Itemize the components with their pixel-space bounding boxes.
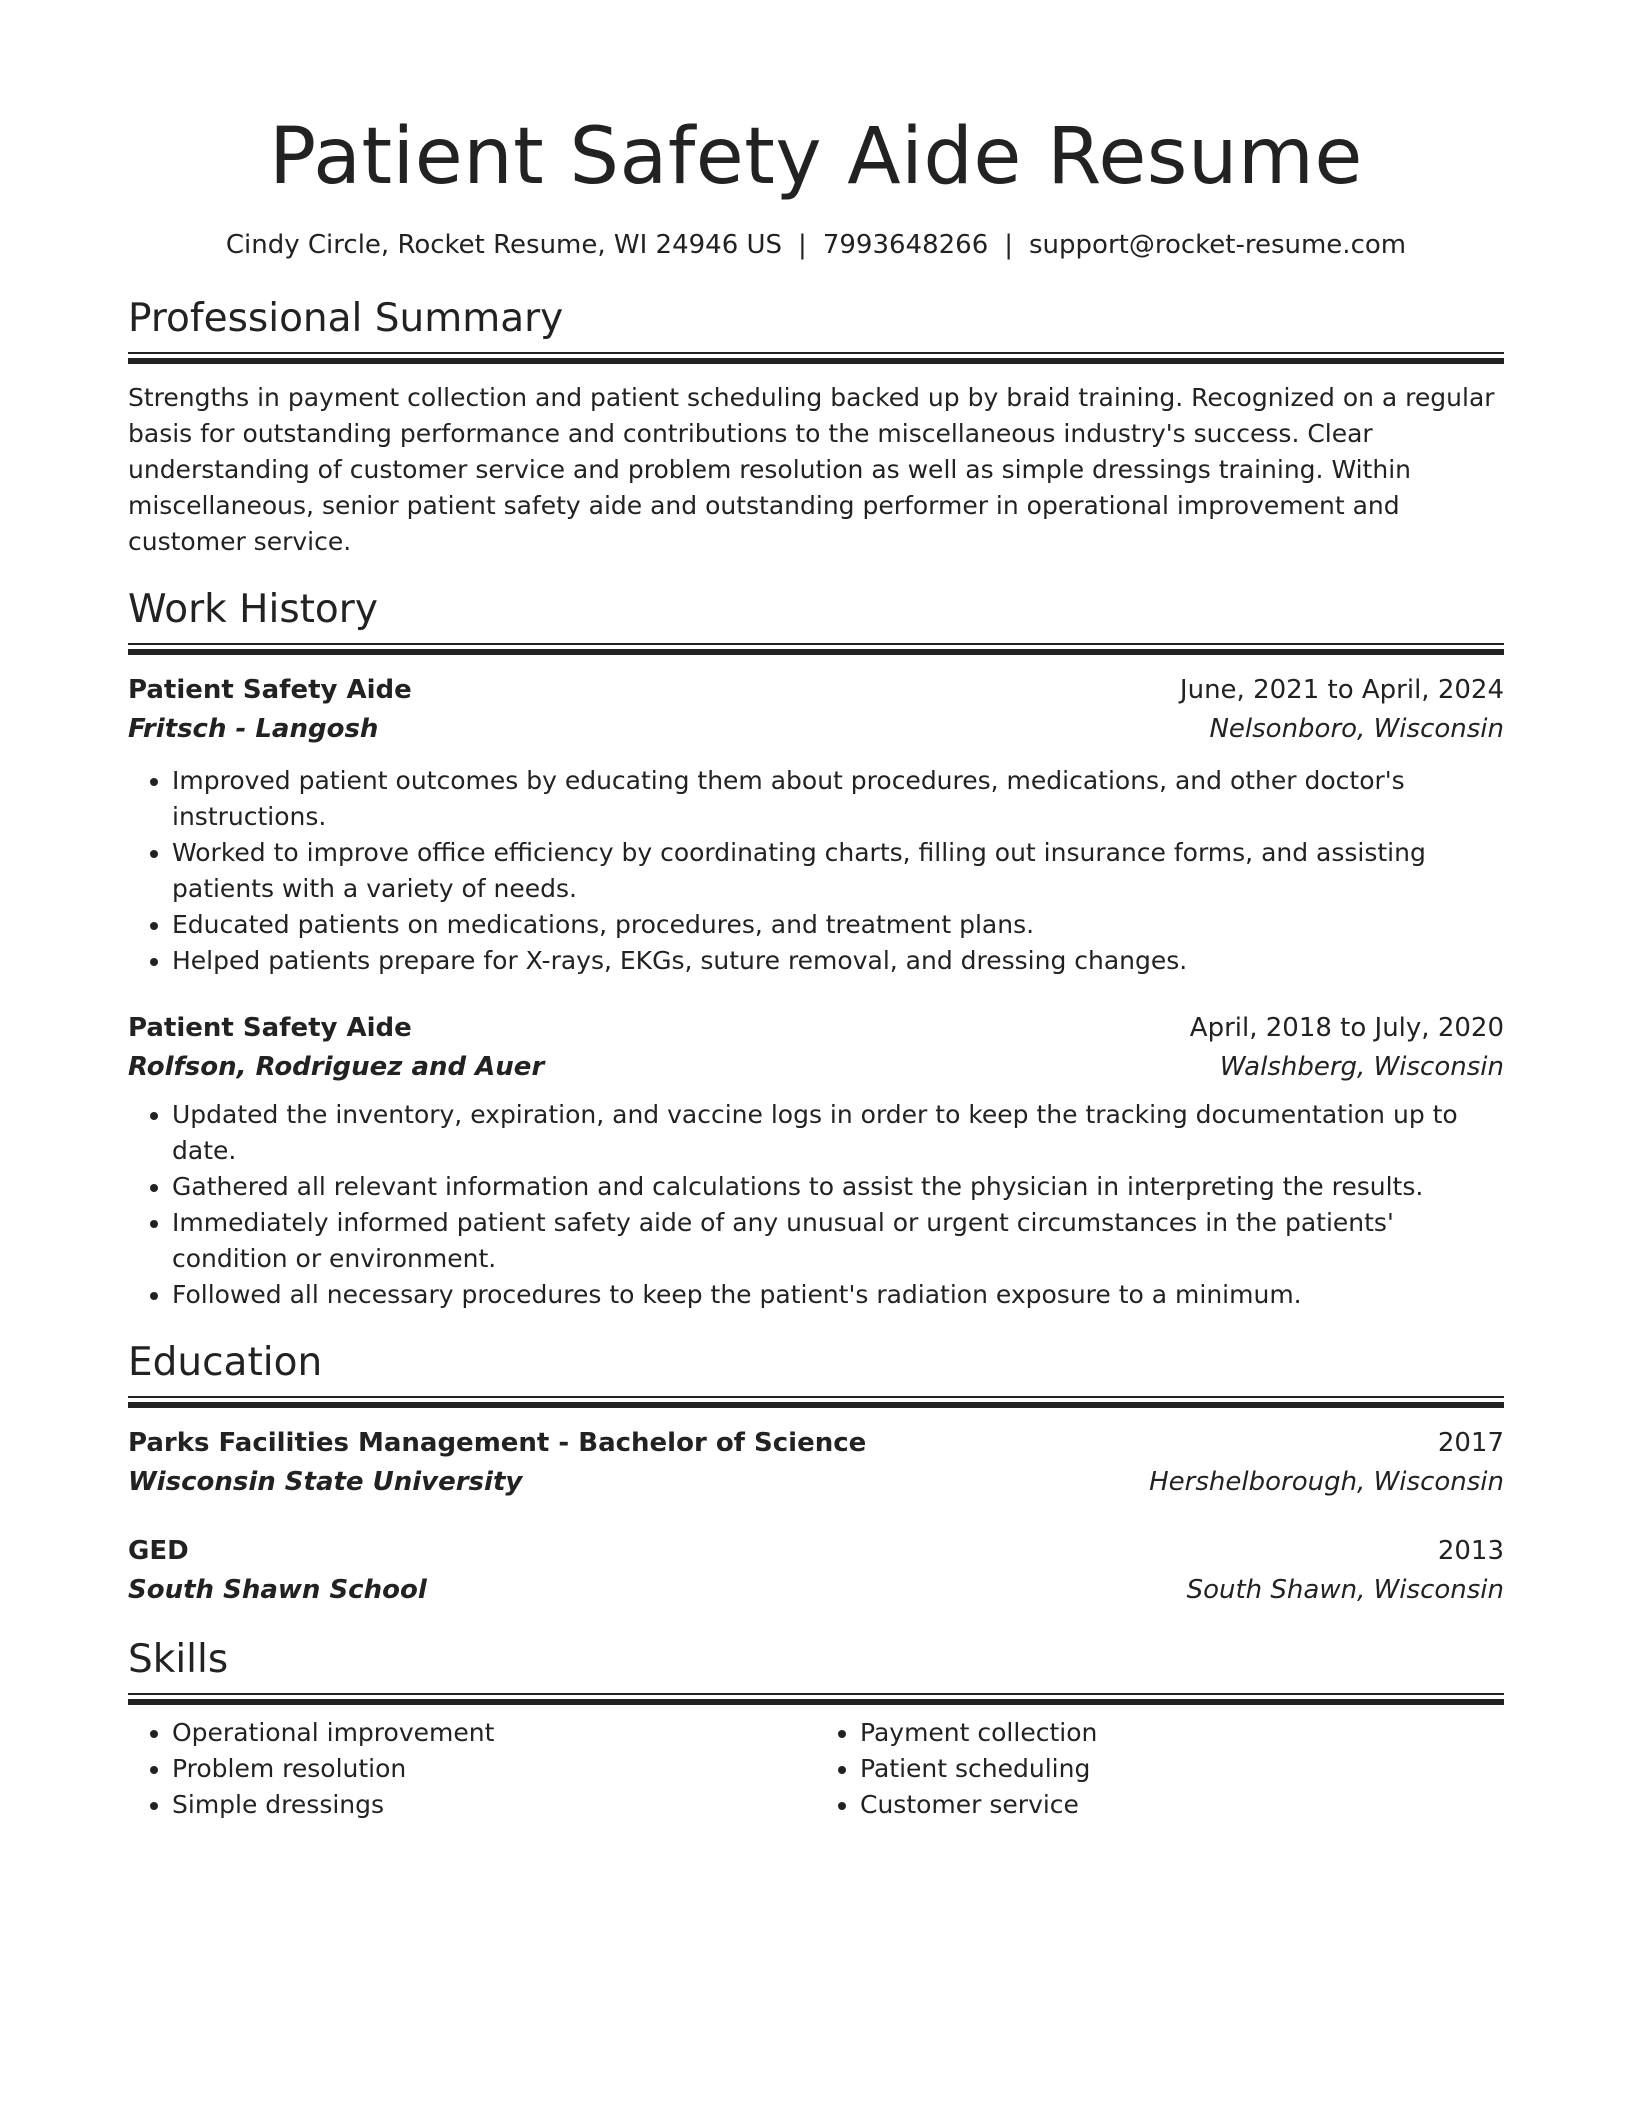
resume-title: Patient Safety Aide Resume <box>269 112 1363 202</box>
section-divider <box>128 1693 1504 1695</box>
skill-item: • Problem resolution <box>172 1751 816 1787</box>
job-bullet: • Updated the inventory, expiration, and vaccine logs in order to keep the tracking documentation up to date. <box>172 1097 1504 1169</box>
skill-item: • Customer service <box>860 1787 1504 1823</box>
job-bullets <box>128 1097 1504 1313</box>
education-school-row <box>128 1463 1504 1502</box>
section-title-summary: Professional Summary <box>128 296 564 342</box>
job-location: Walshberg, Wisconsin <box>1219 1052 1504 1083</box>
section-divider <box>128 352 1504 354</box>
section-divider-thick <box>128 649 1504 655</box>
education-degree: GED <box>128 1536 189 1567</box>
education-year: 2013 <box>1437 1536 1504 1567</box>
job-bullet: • Helped patients prepare for X-rays, EKGs, suture removal, and dressing changes. <box>172 943 1504 979</box>
contact-line <box>128 230 1504 261</box>
job-entry <box>128 1009 1504 1313</box>
education-location: Hershelborough, Wisconsin <box>1149 1467 1504 1498</box>
job-entry <box>128 671 1504 979</box>
section-divider <box>128 643 1504 645</box>
job-company-row <box>128 1048 1504 1087</box>
job-bullet: • Immediately informed patient safety aide of any unusual or urgent circumstances in the patients' condition or environment. <box>172 1205 1504 1277</box>
job-header-row <box>128 1009 1504 1048</box>
job-bullet: • Educated patients on medications, procedures, and treatment plans. <box>172 907 1504 943</box>
job-bullet: • Followed all necessary procedures to keep the patient's radiation exposure to a minimum. <box>172 1277 1504 1313</box>
skills-section <box>128 1637 1504 1823</box>
job-dates: April, 2018 to July, 2020 <box>1189 1013 1504 1044</box>
job-location: Nelsonboro, Wisconsin <box>1209 714 1504 745</box>
job-bullets <box>128 763 1504 979</box>
education-school: Wisconsin State University <box>128 1467 523 1498</box>
section-divider-thick <box>128 358 1504 364</box>
skill-item: • Simple dressings <box>172 1787 816 1823</box>
skills-column-right <box>816 1715 1504 1823</box>
section-divider <box>128 1396 1504 1398</box>
work-history-section <box>128 587 1504 1313</box>
contact-address: Cindy Circle, Rocket Resume, WI 24946 US <box>225 230 783 260</box>
education-entry <box>128 1424 1504 1502</box>
education-header-row <box>128 1424 1504 1463</box>
section-title-skills: Skills <box>128 1637 229 1683</box>
education-header-row <box>128 1532 1504 1571</box>
job-bullet: • Gathered all relevant information and calculations to assist the physician in interpreting the results. <box>172 1169 1504 1205</box>
education-school-row <box>128 1571 1504 1610</box>
contact-separator: | <box>1004 230 1013 260</box>
education-section <box>128 1340 1504 1610</box>
contact-email: support@rocket-resume.com <box>1029 230 1407 260</box>
job-company: Rolfson, Rodriguez and Auer <box>128 1052 545 1083</box>
skill-item: • Operational improvement <box>172 1715 816 1751</box>
job-header-row <box>128 671 1504 710</box>
education-year: 2017 <box>1437 1428 1504 1459</box>
job-dates: June, 2021 to April, 2024 <box>1179 675 1504 706</box>
job-title: Patient Safety Aide <box>128 1013 412 1044</box>
section-divider-thick <box>128 1402 1504 1408</box>
education-entry <box>128 1532 1504 1610</box>
skills-column-left <box>128 1715 816 1823</box>
job-title: Patient Safety Aide <box>128 675 412 706</box>
section-title-education: Education <box>128 1340 323 1386</box>
contact-separator: | <box>798 230 807 260</box>
summary-text: Strengths in payment collection and patient scheduling backed up by braid training. Recognized on a regular basis for outstanding performance and contributions to the miscellaneous industry's success. Clear understanding of customer service and problem resolution as well as simple dressings training. Within miscellaneous, senior patient safety aide and outstanding performer in operational improvement and customer service. <box>128 383 1495 557</box>
job-company-row <box>128 710 1504 749</box>
resume-header <box>128 0 1504 261</box>
education-degree: Parks Facilities Management - Bachelor of Science <box>128 1428 867 1459</box>
skill-item: • Payment collection <box>860 1715 1504 1751</box>
job-company: Fritsch - Langosh <box>128 714 379 745</box>
education-location: South Shawn, Wisconsin <box>1186 1575 1504 1606</box>
skill-item: • Patient scheduling <box>860 1751 1504 1787</box>
section-title-work-history: Work History <box>128 587 378 633</box>
section-divider-thick <box>128 1699 1504 1705</box>
job-bullet: • Improved patient outcomes by educating them about procedures, medications, and other doctor's instructions. <box>172 763 1504 835</box>
skills-columns <box>128 1715 1504 1823</box>
summary-section <box>128 296 1504 560</box>
contact-phone: 7993648266 <box>822 230 989 260</box>
job-bullet: • Worked to improve office efficiency by coordinating charts, filling out insurance forms, and assisting patients with a variety of needs. <box>172 835 1504 907</box>
education-school: South Shawn School <box>128 1575 427 1606</box>
